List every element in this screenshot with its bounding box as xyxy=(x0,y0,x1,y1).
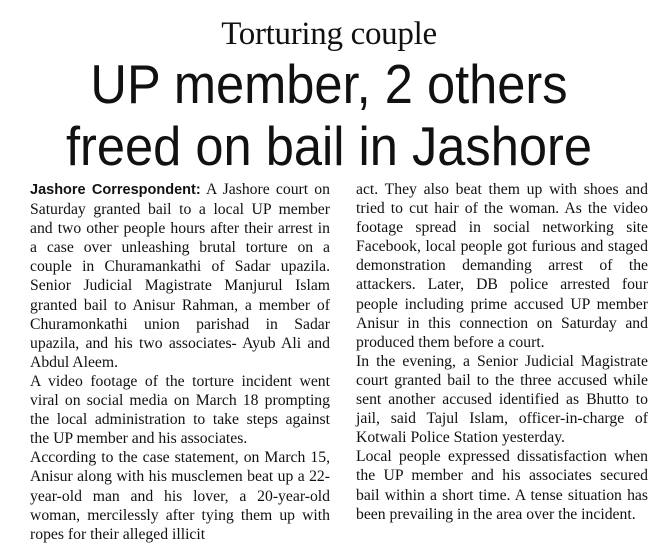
article-column-left xyxy=(30,180,330,544)
article-paragraph: According to the case statement, on March 15, Anisur along with his musclemen beat up a 22-year-old man and his lover, a 20-year-old woman, mercilessly after tying them up with ropes for their alleged illicit xyxy=(30,449,330,543)
byline: Jashore Correspondent: xyxy=(30,182,201,198)
headline-line-1: UP member, 2 others xyxy=(90,53,568,115)
headline-line-2: freed on bail in Jashore xyxy=(65,115,593,177)
paragraph-text: A Jashore court on Saturday granted bail to a local UP member and two other people hours after their arrest in a case over unleashing brutal torture on a couple in Churamankathi of Sadar upazila. Senior Judicial Magistrate Manjurul Islam granted bail to Anisur Rahman, a member of Churamonkathi union parishad in Sadar upazila, and his two associates- Ayub Ali and Abdul Aleem. xyxy=(30,181,330,371)
article-paragraph xyxy=(30,180,330,372)
article-paragraph: Local people expressed dissatisfaction when the UP member and his associates secured bail within a short time. A tense situation has been prevailing in the area over the incident. xyxy=(356,448,648,523)
article-paragraph: In the evening, a Senior Judicial Magistrate court granted bail to the three accused while sent another accused identified as Bhutto to jail, said Tajul Islam, officer-in-charge of Kotwali Police Station yesterday. xyxy=(356,352,648,447)
article-paragraph: act. They also beat them up with shoes and tried to cut hair of the woman. As the video footage spread in social networking site Facebook, local people got furious and staged demonstration demanding arrest of the attackers. Later, DB police arrested four people including prime accused UP member Anisur in this connection on Saturday and produced them before a court. xyxy=(356,181,648,351)
article-paragraph: A video footage of the torture incident went viral on social media on March 18 prompting the local administration to take steps against the UP member and his associates. xyxy=(30,372,330,448)
kicker: Torturing couple xyxy=(221,16,437,52)
article-column-right xyxy=(356,180,648,524)
